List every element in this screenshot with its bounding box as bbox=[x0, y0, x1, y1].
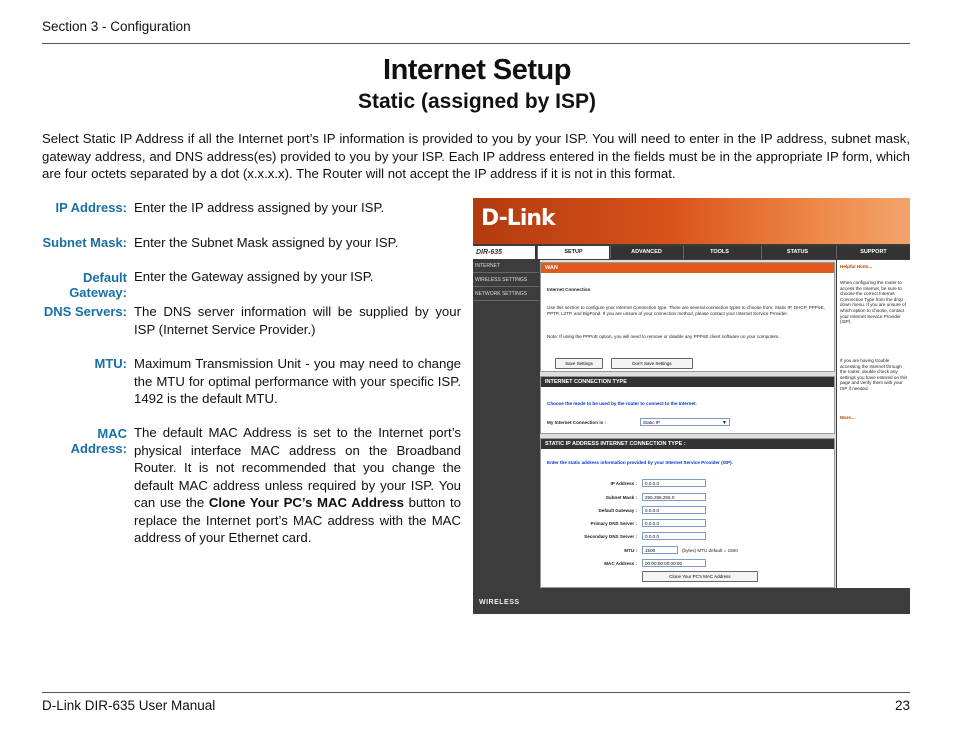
header-rule bbox=[42, 43, 910, 44]
hints-title: Helpful Hints... bbox=[840, 264, 873, 269]
ip-address-input[interactable]: 0.0.0.0 bbox=[642, 479, 706, 487]
field-label-primary-dns: Primary DNS Server : bbox=[590, 521, 637, 526]
hints-more-link[interactable]: More... bbox=[840, 415, 855, 420]
field-label-mtu: MTU : bbox=[624, 548, 637, 553]
mac-text-before: The default MAC Address is set to the Internet port’s physical interface MAC address on the Broadband Router. It is not recommended that you change the default MAC address unless required by your ISP. You can use the bbox=[134, 425, 461, 510]
field-label-subnet-mask: Subnet Mask : bbox=[605, 495, 637, 500]
static-prompt: Enter the static address information provided by your Internet Service Provider (ISP). bbox=[547, 460, 733, 465]
internet-connection-type-panel bbox=[540, 376, 835, 434]
def-text-default-gateway: Enter the Gateway assigned by your ISP. bbox=[134, 269, 374, 284]
clone-mac-button[interactable]: Clone Your PC's MAC Address bbox=[642, 571, 758, 582]
default-gateway-input[interactable]: 0.0.0.0 bbox=[642, 506, 706, 514]
page-title: Internet Setup bbox=[383, 54, 571, 86]
intro-paragraph: Select Static IP Address if all the Internet port’s IP information is provided to you by your ISP. You will need to enter in the IP address, subnet mask, gateway address, and DNS address(es) provided to you by your ISP. Each IP address entered in the fields must be in the appropriate IP form, which are four octets separated by a dot (x.x.x.x). The Router will not accept the IP address if it is not in this format. bbox=[42, 131, 910, 181]
mac-address-input[interactable]: 00:00:00:00:00:00 bbox=[642, 559, 706, 567]
def-text-mtu: Maximum Transmission Unit - you may need to change the MTU for optimal performance with your specific ISP. 1492 is the default MTU. bbox=[134, 356, 461, 406]
hints-paragraph-1: When configuring the router to access the Internet, be sure to choose the correct Internet Connection Type from the drop down menu. If you are unsure of which option to choose, contact your Internet Service Provider (ISP). bbox=[840, 280, 906, 325]
field-label-default-gateway: Default Gateway : bbox=[598, 508, 637, 513]
footer-rule bbox=[42, 692, 910, 693]
footer-page-number: 23 bbox=[894, 698, 910, 713]
def-label-ip-address: IP Address: bbox=[55, 200, 127, 215]
def-label-mtu: MTU: bbox=[94, 356, 127, 371]
router-screenshot bbox=[473, 198, 910, 614]
def-label-dns-servers: DNS Servers: bbox=[43, 304, 127, 319]
helpful-hints bbox=[837, 260, 910, 588]
field-label-mac-address: MAC Address : bbox=[604, 561, 637, 566]
def-text-mac-address bbox=[134, 424, 461, 547]
primary-dns-input[interactable]: 0.0.0.0 bbox=[642, 519, 706, 527]
mac-text-after: button to replace the Internet port’s MAC address with the MAC address of your Ethernet card. bbox=[134, 495, 461, 545]
connection-type-value: Static IP bbox=[643, 420, 661, 425]
dont-save-settings-button[interactable]: Don't Save Settings bbox=[611, 358, 693, 369]
left-nav bbox=[473, 260, 539, 588]
def-text-dns-servers: The DNS server information will be supplied by your ISP (Internet Service Provider.) bbox=[134, 304, 461, 337]
tab-advanced[interactable]: ADVANCED bbox=[610, 246, 682, 259]
ict-prompt: Choose the mode to be used by the router to connect to the Internet. bbox=[547, 401, 697, 406]
nav-network-settings[interactable]: NETWORK SETTINGS bbox=[473, 288, 539, 301]
page-subtitle: Static (assigned by ISP) bbox=[357, 90, 597, 113]
field-label-secondary-dns: Secondary DNS Server : bbox=[584, 534, 637, 539]
wireless-label: WIRELESS bbox=[479, 599, 520, 606]
def-text-subnet-mask: Enter the Subnet Mask assigned by your ISP. bbox=[134, 235, 399, 250]
tab-setup[interactable]: SETUP bbox=[537, 246, 609, 259]
model-label: DIR-635 bbox=[473, 246, 535, 259]
wan-heading: WAN bbox=[541, 263, 834, 273]
nav-internet[interactable]: INTERNET bbox=[473, 260, 539, 273]
dlink-logo: D-Link bbox=[481, 206, 555, 231]
ict-heading: INTERNET CONNECTION TYPE bbox=[541, 377, 834, 387]
hints-paragraph-2: If you are having trouble accessing the Internet through the router, double check any settings you have entered on this page and verify them with your ISP if needed. bbox=[840, 358, 908, 391]
wan-note: Note: If using the PPPoE option, you will need to remove or disable any PPPoE client software on your computers. bbox=[547, 334, 780, 339]
section-header: Section 3 - Configuration bbox=[42, 19, 191, 34]
def-text-ip-address: Enter the IP address assigned by your ISP. bbox=[134, 200, 385, 215]
def-label-mac-address: MAC Address: bbox=[70, 426, 127, 456]
tab-status[interactable]: STATUS bbox=[761, 246, 833, 259]
mac-text-bold: Clone Your PC’s MAC Address bbox=[208, 495, 405, 510]
wan-panel bbox=[540, 262, 835, 372]
def-label-subnet-mask: Subnet Mask: bbox=[42, 235, 127, 250]
wan-description: Use this section to configure your Internet Connection type. There are several connection types to choose from: Static IP, DHCP, PPPoE, PPTP, L2TP, and BigPond. If you are unsure of your connection method, please contact your Internet Service Provider. bbox=[547, 305, 825, 316]
footer-manual-name: D-Link DIR-635 User Manual bbox=[42, 698, 216, 713]
field-label-ip-address: IP Address : bbox=[610, 481, 637, 486]
def-label-default-gateway: Default Gateway: bbox=[69, 270, 127, 300]
ict-label: My Internet Connection is : bbox=[547, 420, 606, 425]
tab-support[interactable]: SUPPORT bbox=[836, 246, 910, 259]
bottom-bar bbox=[473, 596, 910, 614]
dlink-banner bbox=[473, 198, 910, 244]
static-heading: STATIC IP ADDRESS INTERNET CONNECTION TYPE : bbox=[541, 439, 834, 449]
chevron-down-icon: ▼ bbox=[722, 420, 727, 426]
main-content bbox=[540, 260, 836, 588]
tab-tools[interactable]: TOOLS bbox=[683, 246, 755, 259]
static-ip-panel bbox=[540, 438, 835, 588]
nav-wireless-settings[interactable]: WIRELESS SETTINGS bbox=[473, 274, 539, 287]
wan-subheading: Internet Connection bbox=[547, 287, 591, 292]
connection-type-select[interactable] bbox=[640, 418, 730, 426]
save-settings-button[interactable]: Save Settings bbox=[555, 358, 603, 369]
secondary-dns-input[interactable]: 0.0.0.0 bbox=[642, 532, 706, 540]
mtu-input[interactable]: 1500 bbox=[642, 546, 678, 554]
mtu-unit: (bytes) MTU default = 1500 bbox=[682, 548, 738, 553]
subnet-mask-input[interactable]: 255.255.255.0 bbox=[642, 493, 706, 501]
